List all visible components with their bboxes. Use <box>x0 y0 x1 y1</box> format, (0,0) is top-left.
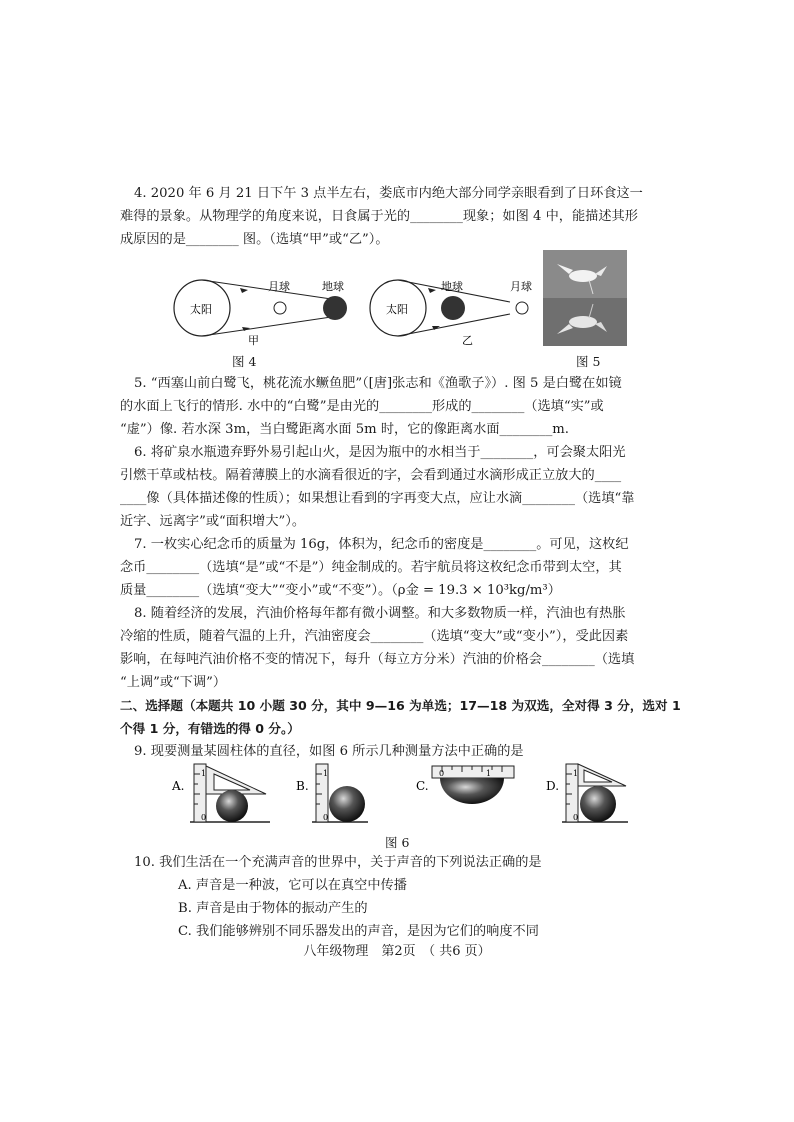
sun-label-jia: 太阳 <box>190 303 212 316</box>
q8-line-3: 影响，在每吨汽油价格不变的情况下，每升（每立方分米）汽油的价格会________（选填 <box>120 652 635 667</box>
ruler-mark-1-c: 1 <box>486 769 492 778</box>
moon-label-jia: 月球 <box>268 280 290 293</box>
q5-line-2: 的水面上飞行的情形. 水中的“白鹭”是由光的________形成的________（选填“实”或 <box>120 399 604 414</box>
q6-line-3: ____像（具体描述像的性质）；如果想让看到的字再变大点，应让水滴________（选填“靠 <box>120 491 635 506</box>
q6-line-4: 近字、远离字”或“面积增大”）。 <box>120 514 306 529</box>
figure-6-caption: 图 6 <box>385 835 410 850</box>
q7-line-2: 念币________（选填“是”或“不是”）纯金制成的。若宇航员将这枚纪念币带到太空，其 <box>120 560 622 575</box>
option-a-label: A. <box>172 779 185 793</box>
q7-line-3: 质量________（选填“变大”“变小”或“不变”）。（ρ金 = 19.3 × 10³kg/m³） <box>120 583 561 598</box>
option-b-figure <box>296 764 368 822</box>
ruler-mark-0-d: 0 <box>573 813 579 822</box>
q10-stem: 10. 我们生活在一个充满声音的世界中，关于声音的下列说法正确的是 <box>134 855 542 870</box>
earth-label-jia: 地球 <box>322 280 344 293</box>
option-b-label: B. <box>296 779 309 793</box>
q5-line-3: “虚”）像. 若水深 3m，当白鹭距离水面 5m 时，它的像距离水面________m. <box>120 422 569 437</box>
ruler-mark-0-b: 0 <box>323 813 329 822</box>
figure-4-diagram <box>170 270 540 350</box>
ruler-mark-0-c: 0 <box>439 769 445 778</box>
ruler-mark-1-d: 1 <box>573 769 579 778</box>
option-d-figure <box>546 764 628 822</box>
ruler-mark-1-b: 1 <box>323 769 329 778</box>
figure-6-diagram <box>170 760 630 830</box>
option-c-label: C. <box>416 779 429 793</box>
q10-option-b: B. 声音是由于物体的振动产生的 <box>178 901 368 916</box>
option-c-figure <box>416 766 514 804</box>
page-footer: 八年级物理 第2页 （ 共6 页） <box>303 944 491 959</box>
ruler-mark-1-a: 1 <box>201 769 207 778</box>
q4-line-1: 4. 2020 年 6 月 21 日下午 3 点半左右，娄底市内绝大部分同学亲眼看到了日环食这一 <box>134 186 643 201</box>
q9-stem: 9. 现要测量某圆柱体的直径，如图 6 所示几种测量方法中正确的是 <box>134 744 524 759</box>
diagram-label-jia: 甲 <box>248 334 259 347</box>
earth-label-yi: 地球 <box>441 280 463 293</box>
diagram-label-yi: 乙 <box>462 334 473 347</box>
diagram-yi <box>370 279 532 347</box>
q10-option-a: A. 声音是一种波，它可以在真空中传播 <box>178 878 407 893</box>
q6-line-2: 引燃干草或枯枝。隔着薄膜上的水滴看很近的字，会看到通过水滴形成正立放大的____ <box>120 468 622 483</box>
q5-line-1: 5. “西塞山前白鹭飞，桃花流水鳜鱼肥”（[唐]张志和《渔歌子》）. 图 5 是白鹭在如镜 <box>134 376 622 391</box>
figure-5-egret-photo <box>543 250 627 346</box>
q7-line-1: 7. 一枚实心纪念币的质量为 16g，体积为，纪念币的密度是________。可见，这枚纪 <box>134 537 629 552</box>
q4-line-3: 成原因的是________ 图。（选填“甲”或“乙”）。 <box>120 232 389 247</box>
section-2-heading-line-1: 二、选择题（本题共 10 小题 30 分，其中 9—16 为单选；17—18 为双选，全对得 3 分，选对 1 <box>120 698 681 713</box>
section-2-heading-line-2: 个得 1 分，有错选的得 0 分。） <box>120 721 300 736</box>
q8-line-1: 8. 随着经济的发展，汽油价格每年都有微小调整。和大多数物质一样，汽油也有热胀 <box>134 606 626 621</box>
option-d-label: D. <box>546 779 560 793</box>
ruler-mark-0-a: 0 <box>201 813 207 822</box>
q10-option-c: C. 我们能够辨别不同乐器发出的声音，是因为它们的响度不同 <box>178 924 539 939</box>
sun-label-yi: 太阳 <box>386 303 408 316</box>
diagram-jia <box>174 279 347 347</box>
q6-line-1: 6. 将矿泉水瓶遗弃野外易引起山火，是因为瓶中的水相当于________，可会聚太阳光 <box>134 445 626 460</box>
q8-line-4: “上调”或“下调”） <box>120 675 227 690</box>
moon-label-yi: 月球 <box>510 280 532 293</box>
option-a-figure <box>171 764 270 822</box>
q4-line-2: 难得的景象。从物理学的角度来说，日食属于光的________现象；如图 4 中，能描述其形 <box>120 209 638 224</box>
q8-line-2: 冷缩的性质，随着气温的上升，汽油密度会________（选填“变大”或“变小”），受此因素 <box>120 629 629 644</box>
figure-5-caption: 图 5 <box>576 354 601 369</box>
figure-4-caption: 图 4 <box>232 354 257 369</box>
